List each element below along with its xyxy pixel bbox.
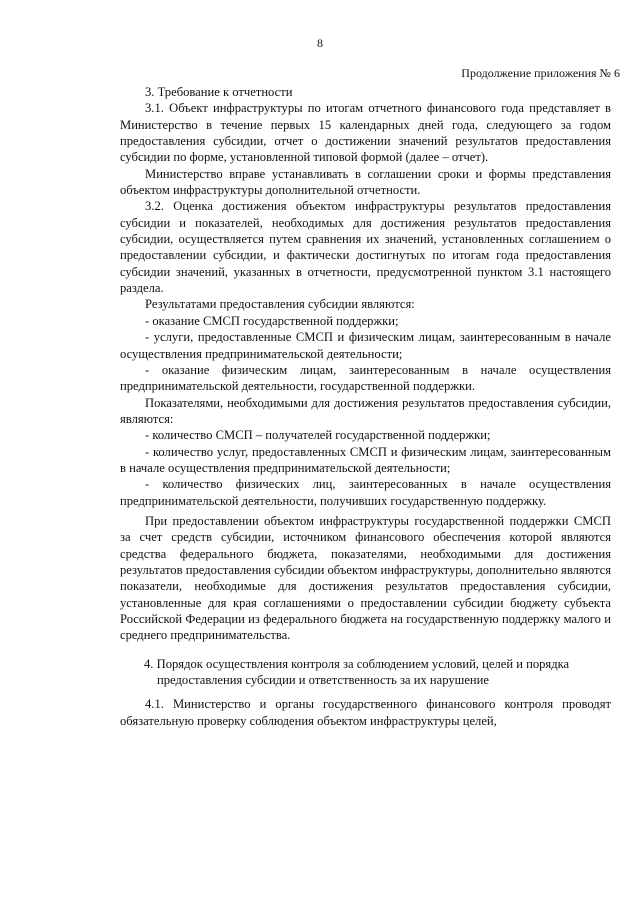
section-4-heading [120,656,611,689]
paragraph-additional-reporting: Министерство вправе устанавливать в соглашении сроки и формы представления объектом инфраструктуры дополнительной отчетности. [120,166,611,198]
paragraph-4-1: 4.1. Министерство и органы государственного финансового контроля проводят обязательную проверку соблюдения объектом инфраструктуры целей, [120,697,611,728]
section-4-heading-number: 4. [144,656,154,671]
list-item-indicator-3: - количество физических лиц, заинтересованных в начале осуществления предпринимательской деятельности, получивших государственную поддержку. [120,477,611,508]
section-4-heading-text: Порядок осуществления контроля за соблюдением условий, целей и порядка предоставления субсидии и ответственность за их нарушение [156,656,570,688]
list-item-result-2: - услуги, предоставленные СМСП и физическим лицам, заинтересованным в начале осуществления предпринимательской деятельности; [120,330,611,361]
list-item-indicator-2: - количество услуг, предоставленных СМСП и физическим лицам, заинтересованным в начале осуществления предпринимательской деятельности; [120,444,611,475]
paragraph-3-1: 3.1. Объект инфраструктуры по итогам отчетного финансового года представляет в Министерство в течение первых 15 календарных дней года, следующего за годом предоставления субсидии, отчет о достижении значений результатов предоставления субсидии по форме, установленной типовой формой (далее – отчет). [120,101,611,165]
section-3-heading: 3. Требование к отчетности [145,85,293,99]
paragraph-results-intro: Результатами предоставления субсидии являются: [145,297,415,312]
list-item-result-3: - оказание физическим лицам, заинтересованным в начале осуществления предпринимательской деятельности, государственной поддержки. [120,362,611,394]
paragraph-3-2: 3.2. Оценка достижения объектом инфраструктуры результатов предоставления субсидии и показателей, необходимых для достижения результатов предоставления субсидии, осуществляется путем сравнения их значений, установленных соглашением о предоставлении субсидии, и фактически достигнутых по итогам года предоставления субсидии значений, указанных в отчетности, предусмотренной пунктом 3.1 настоящего раздела. [120,199,611,296]
paragraph-federal-funds: При предоставлении объектом инфраструктуры государственной поддержки СМСП за счет средств субсидии, источником финансового обеспечения которой являются средства федерального бюджета, показателями, необходимыми для достижения результатов предоставления субсидии объектом инфраструктуры, дополнительно являются показатели, необходимые для достижения результатов предоставления субсидии, установленные для края соглашениями о предоставлении субсидии бюджету субъекта Российской Федерации из федерального бюджета на государственную поддержку малого и среднего предпринимательства. [120,513,611,643]
page-number: 8 [317,36,323,50]
list-item-result-1: - оказание СМСП государственной поддержки; [145,313,399,328]
list-item-indicator-1: - количество СМСП – получателей государственной поддержки; [145,428,491,443]
document-body [120,84,611,729]
appendix-continuation-label: Продолжение приложения № 6 [461,66,620,80]
paragraph-indicators-intro: Показателями, необходимыми для достижения результатов предоставления субсидии, являются: [120,395,611,426]
